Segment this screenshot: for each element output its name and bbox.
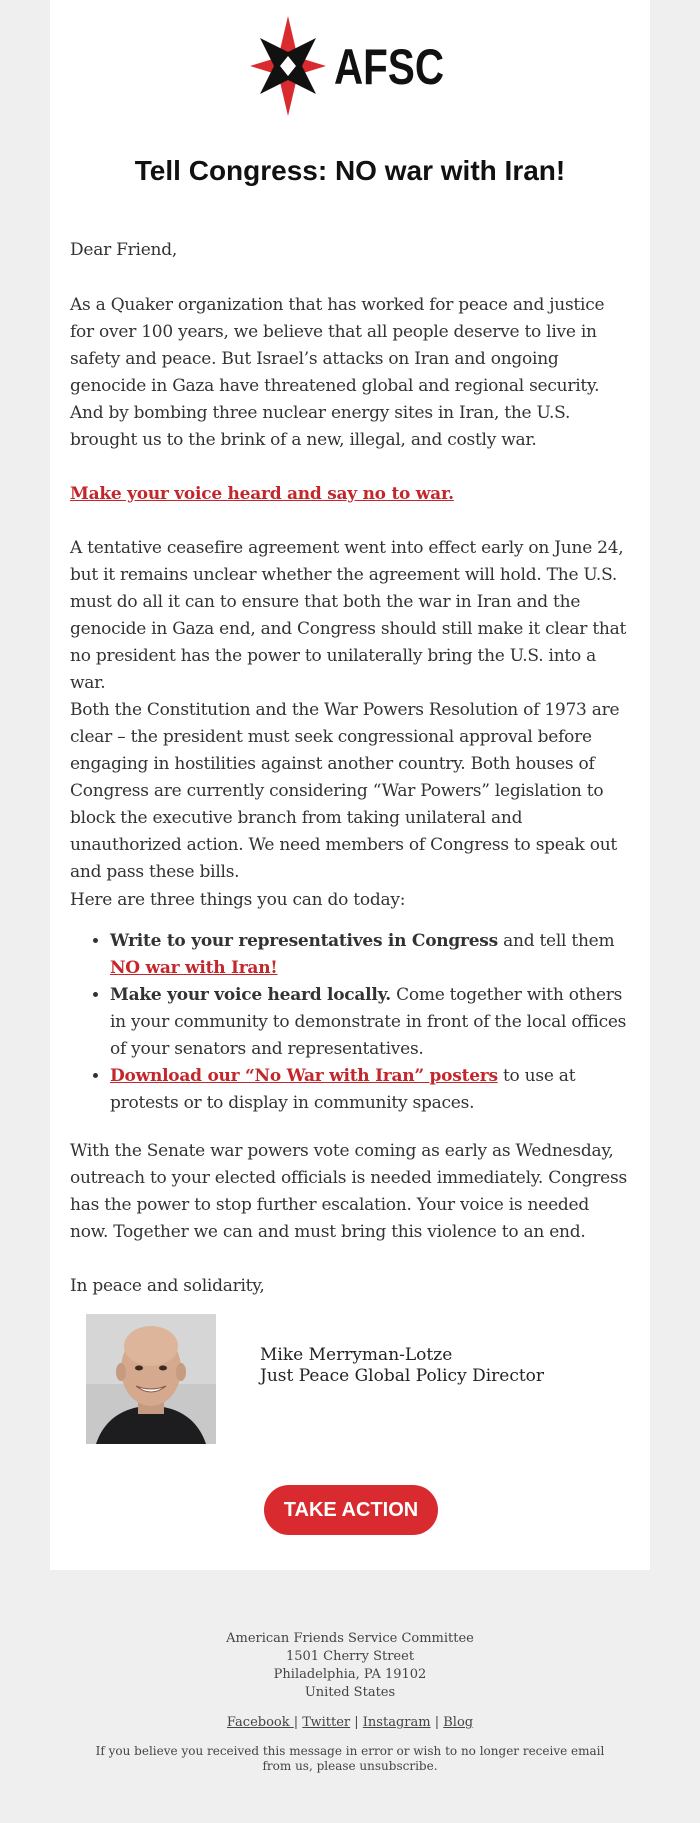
action-2-text: Come together with others in your community to demonstrate in front of the local offices of your senators and representatives. bbox=[110, 985, 627, 1059]
link-separator: | bbox=[293, 1715, 303, 1730]
afsc-logo[interactable] bbox=[50, 14, 650, 118]
list-item bbox=[110, 1063, 630, 1117]
email-card bbox=[50, 0, 650, 1570]
no-war-link[interactable]: NO war with Iran! bbox=[110, 958, 278, 978]
action-2-bold: Make your voice heard locally. bbox=[110, 985, 391, 1005]
signature-name: Mike Merryman-Lotze bbox=[260, 1345, 453, 1365]
twitter-link[interactable]: Twitter bbox=[302, 1715, 351, 1730]
download-posters-link[interactable]: Download our “No War with Iran” posters bbox=[110, 1066, 498, 1086]
signature-block bbox=[260, 1345, 544, 1387]
unsubscribe-disclaimer[interactable]: If you believe you received this message in error or wish to no longer receive email from us, please unsubscribe. bbox=[95, 1744, 605, 1773]
footer-city: Philadelphia, PA 19102 bbox=[273, 1667, 427, 1682]
action-1-bold: Write to your representatives in Congress bbox=[110, 931, 498, 951]
footer-country: United States bbox=[304, 1685, 396, 1700]
footer bbox=[0, 1630, 700, 1774]
signature-title: Just Peace Global Policy Director bbox=[260, 1366, 545, 1386]
footer-street: 1501 Cherry Street bbox=[285, 1649, 415, 1664]
paragraph-war-powers: Both the Constitution and the War Powers Resolution of 1973 are clear – the president must seek congressional approval before engaging in hostilities against another country. Both houses of Congress are currently considering “War Powers” legislation to block the executive branch from taking unilateral and unauthorized action. We need members of Congress to speak out and pass these bills. bbox=[70, 700, 620, 882]
action-3-text: to use at protests or to display in community spaces. bbox=[110, 1066, 576, 1113]
blog-link[interactable]: Blog bbox=[443, 1715, 474, 1730]
list-item bbox=[110, 928, 630, 982]
link-separator: | bbox=[350, 1715, 363, 1730]
action-list bbox=[70, 928, 630, 1117]
paragraph-ceasefire: A tentative ceasefire agreement went into effect early on June 24, but it remains unclear whether the agreement will hold. The U.S. must do all it can to ensure that both the war in Iran and the genocide in Gaza end, and Congress should still make it clear that no president has the power to unilaterally bring the U.S. into a war. bbox=[70, 538, 627, 693]
footer-org: American Friends Service Committee bbox=[226, 1631, 474, 1646]
list-item bbox=[110, 982, 630, 1063]
voice-heard-link[interactable]: Make your voice heard and say no to war. bbox=[70, 484, 454, 504]
three-things-intro: Here are three things you can do today: bbox=[70, 890, 406, 910]
avatar bbox=[86, 1314, 216, 1444]
headline: Tell Congress: NO war with Iran! bbox=[134, 155, 566, 186]
link-separator: | bbox=[430, 1715, 444, 1730]
action-1-text: and tell them bbox=[497, 931, 615, 951]
instagram-link[interactable]: Instagram bbox=[362, 1715, 431, 1730]
social-links bbox=[0, 1714, 700, 1732]
logo-wordmark: AFSC bbox=[334, 39, 444, 95]
closing: In peace and solidarity, bbox=[70, 1276, 265, 1296]
star-icon bbox=[250, 16, 326, 116]
paragraph-senate-vote: With the Senate war powers vote coming as early as Wednesday, outreach to your elected officials is needed immediately. Congress has the power to stop further escalation. Your voice is needed now. Together we can and must bring this violence to an end. bbox=[70, 1141, 627, 1242]
take-action-button[interactable]: TAKE ACTION bbox=[264, 1485, 438, 1535]
salutation: Dear Friend, bbox=[70, 240, 178, 260]
paragraph-intro: As a Quaker organization that has worked for peace and justice for over 100 years, we believe that all people deserve to live in safety and peace. But Israel’s attacks on Iran and ongoing genocide in Gaza have threatened global and regional security. And by bombing three nuclear energy sites in Iran, the U.S. brought us to the brink of a new, illegal, and costly war. bbox=[70, 295, 605, 450]
facebook-link[interactable]: Facebook bbox=[226, 1715, 294, 1730]
